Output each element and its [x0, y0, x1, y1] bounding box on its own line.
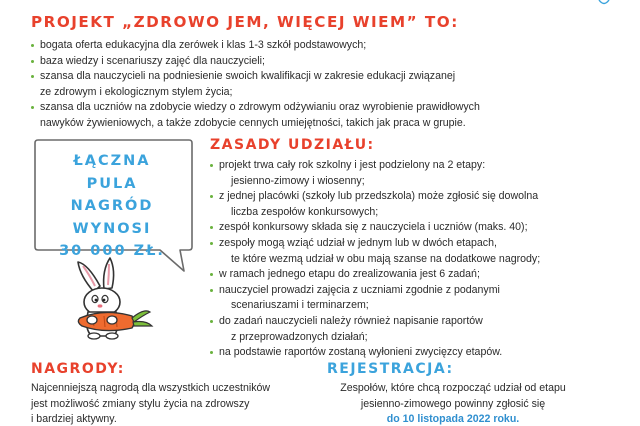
registration-line: jesienno-zimowego powinny zgłosić się: [360, 397, 546, 410]
bullet-line: z przeprowadzonych działań;: [231, 330, 368, 343]
project-bullet-list: [31, 38, 621, 132]
bullet-line: bogata oferta edukacyjna dla zerówek i klas 1-3 szkół podstawowych;: [40, 39, 367, 51]
project-bullet: [31, 69, 621, 100]
bullet-line: baza wiedzy i scenariuszy zajęć dla nauczycieli;: [40, 54, 265, 67]
project-bullet: [31, 38, 621, 54]
prize-line: ŁĄCZNA: [73, 153, 151, 169]
project-heading: PROJEKT „ZDROWO JEM, WIĘCEJ WIEM” TO:: [31, 13, 459, 31]
rules-bullet: [210, 283, 620, 314]
bullet-line: do zadań nauczycieli należy również napisanie raportów: [219, 314, 483, 327]
bullet-line: na podstawie raportów zostaną wyłonieni zwycięzcy etapów.: [219, 346, 503, 359]
bullet-line: scenariuszami i terminarzem;: [231, 299, 369, 312]
rules-bullet: [210, 189, 620, 220]
rules-heading: ZASADY UDZIAŁU:: [210, 137, 375, 153]
bullet-line: w ramach jednego etapu do zrealizowania jest 6 zadań;: [219, 268, 480, 281]
bullet-line: szansa dla uczniów na zdobycie wiedzy o zdrowym odżywianiu oraz wyrobienie prawidłowych: [40, 101, 480, 114]
bullet-line: projekt trwa cały rok szkolny i jest podzielony na 2 etapy:: [219, 159, 486, 171]
bullet-line: zespoły mogą wziąć udział w jednym lub w dwóch etapach,: [219, 236, 497, 249]
registration-description: [308, 381, 598, 426]
registration-line: Zespołów, które chcą rozpocząć udział od etapu: [340, 382, 566, 394]
awards-line: i bardziej aktywny.: [31, 413, 117, 426]
bullet-line: szansa dla nauczycieli na podniesienie swoich kwalifikacji w zakresie edukacji związanej: [40, 70, 456, 83]
rules-bullet: [210, 236, 620, 267]
corner-decoration: [598, 0, 610, 6]
registration-heading: REJESTRACJA:: [327, 361, 454, 377]
bullet-line: jesienno-zimowy i wiosenny;: [231, 174, 365, 187]
bullet-line: liczba zespołów konkursowych;: [231, 205, 379, 218]
prize-line: WYNOSI: [72, 220, 152, 237]
bullet-line: zespół konkursowy składa się z nauczyciela i uczniów (maks. 40);: [219, 221, 528, 234]
prize-pool-text: [32, 150, 192, 263]
prize-line: 30 000 ZŁ.: [59, 243, 165, 259]
bunny-with-carrot-icon: [74, 256, 154, 340]
project-bullet: [31, 54, 621, 70]
rules-bullet: [210, 158, 620, 189]
bullet-line: te które wezmą udział w obu mają szanse na dodatkowe nagrody;: [231, 252, 541, 265]
rules-bullet: [210, 220, 620, 236]
bullet-line: z jednej placówki (szkoły lub przedszkola) może zgłosić się dowolna: [219, 190, 539, 203]
registration-deadline: do 10 listopada 2022 roku.: [386, 413, 520, 426]
rules-bullet: [210, 314, 620, 345]
bullet-line: ze zdrowym i ekologicznym stylem życia;: [40, 85, 233, 98]
bullet-line: nawyków żywieniowych, a także zdobycie cennych umiejętności, takich jak praca w grupie.: [40, 116, 466, 129]
project-bullet: [31, 100, 621, 131]
awards-line: jest możliwość zmiany stylu życia na zdrowszy: [31, 397, 250, 410]
awards-description: [31, 381, 311, 426]
prize-line: NAGRÓD: [70, 198, 154, 214]
bullet-line: nauczyciel prowadzi zajęcia z uczniami zgodnie z podanymi: [219, 283, 500, 296]
awards-line: Najcenniejszą nagrodą dla wszystkich uczestników: [31, 382, 271, 394]
awards-heading: NAGRODY:: [31, 361, 125, 377]
rules-bullet: [210, 267, 620, 283]
prize-line: PULA: [86, 175, 138, 192]
rules-bullet-list: [210, 158, 620, 361]
rules-bullet: [210, 345, 620, 361]
